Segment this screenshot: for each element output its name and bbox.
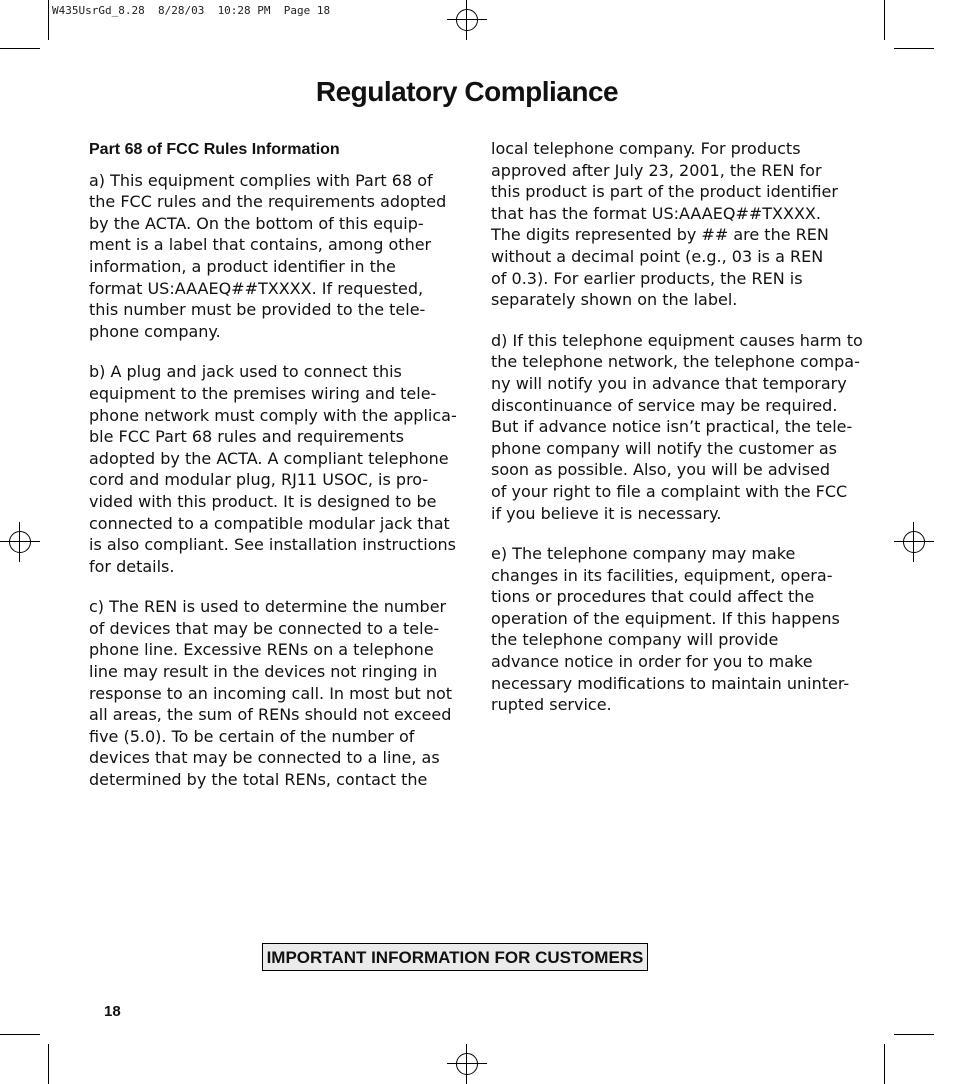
text-line: ment is a label that contains, among other	[89, 235, 432, 255]
registration-mark-left-icon	[0, 522, 40, 562]
text-line: soon as possible. Also, you will be advised	[491, 460, 831, 480]
text-line: equipment to the premises wiring and tele-	[89, 383, 437, 403]
text-line: The digits represented by ## are the REN	[491, 225, 829, 245]
text-line: information, a product identifier in the	[89, 256, 396, 276]
text-line: separately shown on the label.	[491, 290, 738, 310]
important-info-badge: IMPORTANT INFORMATION FOR CUSTOMERS	[262, 943, 648, 971]
text-line: adopted by the ACTA. A compliant telephone	[89, 448, 449, 468]
text-line: connected to a compatible modular jack that	[89, 513, 450, 533]
text-line: operation of the equipment. If this happens	[491, 608, 840, 628]
text-line: five (5.0). To be certain of the number of	[89, 726, 415, 746]
text-line: phone network must comply with the applica-	[89, 405, 457, 425]
text-line: phone line. Excessive RENs on a telephone	[89, 640, 434, 660]
text-line: e) The telephone company may make	[491, 544, 796, 564]
text-line: advance notice in order for you to make	[491, 652, 813, 672]
crop-mark-top-left-h	[0, 48, 40, 49]
text-line: line may result in the devices not ringing in	[89, 662, 438, 682]
text-line: necessary modifications to maintain uninter-	[491, 673, 850, 693]
text-line: response to an incoming call. In most but not	[89, 683, 453, 703]
text-line: d) If this telephone equipment causes harm to	[491, 330, 863, 350]
text-line: discontinuance of service may be required.	[491, 395, 838, 415]
text-line: of devices that may be connected to a tele-	[89, 618, 440, 638]
text-line: ble FCC Part 68 rules and requirements	[89, 427, 404, 447]
registration-mark-right-icon	[894, 522, 934, 562]
text-line: by the ACTA. On the bottom of this equip-	[89, 213, 424, 233]
left-column	[89, 138, 457, 810]
section-heading: Part 68 of FCC Rules Information	[89, 141, 340, 158]
text-line: that has the format US:AAAEQ##TXXXX.	[491, 203, 821, 223]
text-line: this product is part of the product identifier	[491, 182, 838, 202]
page-number: 18	[104, 1003, 121, 1020]
paragraph	[491, 543, 850, 716]
text-line: format US:AAAEQ##TXXXX. If requested,	[89, 278, 424, 298]
text-line: this number must be provided to the tele-	[89, 300, 426, 320]
text-line: vided with this product. It is designed to be	[89, 491, 437, 511]
text-line: the telephone company will provide	[491, 630, 779, 650]
crop-mark-top-left-v	[48, 0, 49, 40]
text-line: But if advance notice isn’t practical, the tele-	[491, 417, 853, 437]
page-title: Regulatory Compliance	[315, 76, 619, 107]
text-line: for details.	[89, 556, 175, 576]
paragraph	[89, 596, 453, 790]
registration-mark-bottom-icon	[447, 1044, 487, 1084]
crop-mark-top-right-v	[884, 0, 885, 40]
paragraph	[89, 361, 457, 577]
text-line: phone company will notify the customer as	[491, 438, 837, 458]
text-line: devices that may be connected to a line, as	[89, 748, 440, 768]
text-line: if you believe it is necessary.	[491, 503, 722, 523]
text-line: of your right to file a complaint with the FCC	[491, 481, 848, 501]
paragraph	[491, 138, 846, 311]
text-line: the FCC rules and the requirements adopted	[89, 192, 447, 212]
text-line: a) This equipment complies with Part 68 of	[89, 170, 433, 190]
text-line: local telephone company. For products	[491, 139, 801, 158]
crop-mark-bottom-right-h	[894, 1034, 934, 1035]
text-line: the telephone network, the telephone compa-	[491, 352, 860, 372]
text-line: all areas, the sum of RENs should not exceed	[89, 705, 452, 725]
text-line: is also compliant. See installation instructions	[89, 535, 456, 555]
crop-mark-bottom-left-v	[48, 1044, 49, 1084]
crop-mark-bottom-right-v	[884, 1044, 885, 1084]
crop-mark-bottom-left-h	[0, 1034, 40, 1035]
right-column	[491, 138, 863, 735]
text-line: determined by the total RENs, contact the	[89, 770, 428, 790]
printer-slug: W435UsrGd_8.28 8/28/03 10:28 PM Page 18	[52, 4, 331, 17]
text-line: b) A plug and jack used to connect this	[89, 362, 402, 382]
registration-mark-top-icon	[447, 0, 487, 40]
text-line: ny will notify you in advance that temporary	[491, 373, 847, 393]
text-line: tions or procedures that could affect the	[491, 587, 815, 607]
paragraph	[491, 330, 863, 524]
text-line: approved after July 23, 2001, the REN for	[491, 160, 822, 180]
text-line: changes in its facilities, equipment, opera-	[491, 565, 833, 585]
crop-mark-top-right-h	[894, 48, 934, 49]
text-line: phone company.	[89, 321, 221, 341]
right-paragraphs	[491, 138, 863, 716]
left-paragraphs	[89, 170, 457, 791]
text-line: c) The REN is used to determine the number	[89, 597, 447, 617]
text-line: rupted service.	[491, 695, 612, 715]
paragraph	[89, 170, 449, 343]
text-line: of 0.3). For earlier products, the REN is	[491, 268, 803, 288]
text-line: cord and modular plug, RJ11 USOC, is pro-	[89, 470, 429, 490]
text-line: without a decimal point (e.g., 03 is a REN	[491, 246, 824, 266]
